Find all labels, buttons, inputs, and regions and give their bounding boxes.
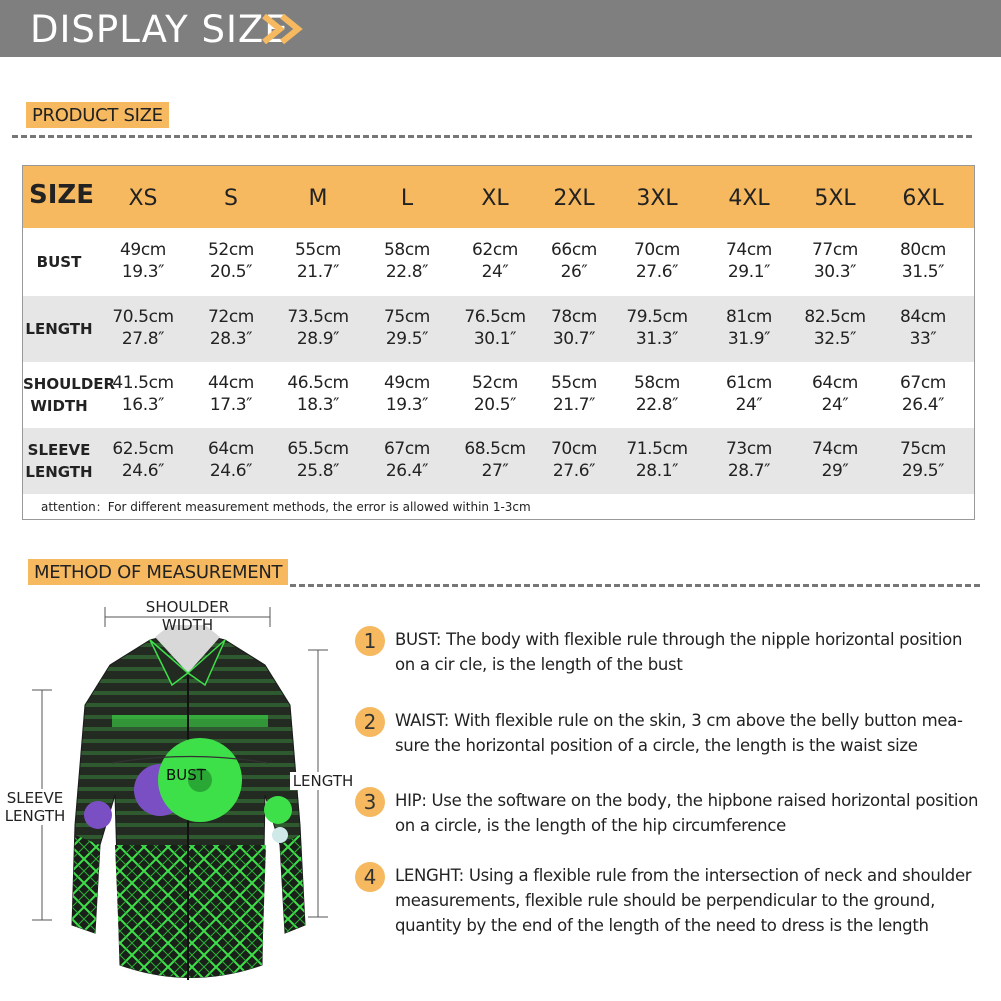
table-cell — [795, 438, 875, 482]
step-text-line: BUST: The body with flexible rule through the nipple horizontal position — [395, 630, 963, 649]
table-cell — [103, 239, 183, 283]
step-text-line: measurements, flexible rule should be perpendicular to the ground, — [395, 891, 936, 910]
size-header-m: M — [308, 186, 328, 211]
row-label-line: SHOULDER — [23, 375, 116, 393]
table-cell — [534, 372, 614, 416]
value-cm: 62.5cm — [112, 439, 174, 459]
table-cell — [883, 372, 963, 416]
step-text-line: on a circle, is the length of the hip circumference — [395, 816, 786, 835]
value-inch: 27.6″ — [552, 461, 596, 481]
value-inch: 28.7″ — [727, 461, 771, 481]
value-cm: 49cm — [120, 240, 166, 260]
value-inch: 31.5″ — [901, 262, 945, 282]
table-cell — [455, 239, 535, 283]
table-cell — [617, 306, 697, 350]
value-inch: 30.3″ — [813, 262, 857, 282]
value-inch: 24.6″ — [209, 461, 253, 481]
table-cell — [103, 372, 183, 416]
value-cm: 55cm — [295, 240, 341, 260]
value-cm: 74cm — [812, 439, 858, 459]
value-inch: 28.9″ — [296, 329, 340, 349]
value-cm: 78cm — [551, 307, 597, 327]
value-inch: 22.8″ — [635, 395, 679, 415]
row-label-line: LENGTH — [25, 463, 93, 481]
value-inch: 29.1″ — [727, 262, 771, 282]
value-cm: 81cm — [726, 307, 772, 327]
table-cell — [709, 438, 789, 482]
step-text-line: WAIST: With flexible rule on the skin, 3 cm above the belly button mea- — [395, 711, 963, 730]
step-number-badge: 2 — [355, 707, 385, 737]
value-cm: 82.5cm — [804, 307, 866, 327]
value-inch: 24″ — [735, 395, 763, 415]
value-inch: 26.4″ — [385, 461, 429, 481]
value-inch: 21.7″ — [552, 395, 596, 415]
value-cm: 70cm — [551, 439, 597, 459]
size-table — [22, 165, 975, 520]
table-row — [23, 229, 974, 295]
value-cm: 70cm — [634, 240, 680, 260]
value-cm: 74cm — [726, 240, 772, 260]
value-inch: 30.1″ — [473, 329, 517, 349]
value-inch: 24″ — [821, 395, 849, 415]
value-inch: 27.6″ — [635, 262, 679, 282]
table-cell — [617, 438, 697, 482]
table-row — [23, 428, 974, 494]
divider — [12, 135, 972, 138]
size-header-xl: XL — [481, 186, 509, 211]
shoulder-width-label: SHOULDER WIDTH — [145, 598, 230, 634]
value-cm: 79.5cm — [626, 307, 688, 327]
size-header-2xl: 2XL — [553, 186, 595, 211]
size-header-label: SIZE — [29, 180, 95, 210]
page-title: DISPLAY SIZE — [30, 8, 289, 51]
value-cm: 71.5cm — [626, 439, 688, 459]
value-inch: 30.7″ — [552, 329, 596, 349]
value-cm: 41.5cm — [112, 373, 174, 393]
row-label — [23, 318, 95, 340]
step-text — [395, 863, 995, 938]
value-cm: 44cm — [208, 373, 254, 393]
table-cell — [534, 438, 614, 482]
value-inch: 31.3″ — [635, 329, 679, 349]
value-cm: 52cm — [472, 373, 518, 393]
table-cell — [191, 438, 271, 482]
value-inch: 28.1″ — [635, 461, 679, 481]
size-header-l: L — [400, 186, 414, 211]
value-inch: 16.3″ — [121, 395, 165, 415]
value-cm: 67cm — [384, 439, 430, 459]
value-cm: 75cm — [900, 439, 946, 459]
value-inch: 29.5″ — [385, 329, 429, 349]
table-cell — [795, 372, 875, 416]
table-cell — [367, 438, 447, 482]
table-cell — [278, 239, 358, 283]
value-inch: 27.8″ — [121, 329, 165, 349]
value-inch: 20.5″ — [473, 395, 517, 415]
table-cell — [534, 306, 614, 350]
size-header-6xl: 6XL — [902, 186, 944, 211]
table-cell — [191, 239, 271, 283]
row-label-line: BUST — [36, 253, 82, 271]
size-header-3xl: 3XL — [636, 186, 678, 211]
value-cm: 49cm — [384, 373, 430, 393]
value-inch: 24″ — [481, 262, 509, 282]
table-cell — [367, 306, 447, 350]
table-row — [23, 362, 974, 428]
table-cell — [455, 438, 535, 482]
value-cm: 75cm — [384, 307, 430, 327]
table-cell — [883, 306, 963, 350]
step-text — [395, 627, 995, 677]
page-header — [0, 0, 1001, 57]
table-cell — [191, 306, 271, 350]
row-label-line: SLEEVE — [27, 441, 91, 459]
row-label — [23, 439, 95, 483]
value-cm: 80cm — [900, 240, 946, 260]
value-cm: 64cm — [208, 439, 254, 459]
value-inch: 19.3″ — [121, 262, 165, 282]
value-inch: 22.8″ — [385, 262, 429, 282]
value-inch: 31.9″ — [727, 329, 771, 349]
table-cell — [617, 239, 697, 283]
value-cm: 46.5cm — [287, 373, 349, 393]
value-cm: 73.5cm — [287, 307, 349, 327]
table-cell — [709, 239, 789, 283]
row-label-line: WIDTH — [30, 397, 88, 415]
value-cm: 61cm — [726, 373, 772, 393]
value-inch: 25.8″ — [296, 461, 340, 481]
divider — [290, 584, 980, 587]
table-cell — [103, 306, 183, 350]
double-chevron-right-icon — [262, 14, 308, 44]
step-text — [395, 708, 995, 758]
size-header-4xl: 4XL — [728, 186, 770, 211]
bust-label: BUST — [166, 766, 206, 784]
table-cell — [455, 306, 535, 350]
attention-note: attention：For different measurement methods, the error is allowed within 1-3cm — [41, 500, 531, 514]
table-cell — [534, 239, 614, 283]
value-inch: 29″ — [821, 461, 849, 481]
product-size-tag: PRODUCT SIZE — [26, 102, 169, 128]
table-cell — [191, 372, 271, 416]
row-label — [23, 251, 95, 273]
step-text-line: LENGHT: Using a flexible rule from the intersection of neck and shoulder — [395, 866, 972, 885]
table-cell — [455, 372, 535, 416]
row-label — [23, 373, 116, 417]
value-cm: 66cm — [551, 240, 597, 260]
value-inch: 32.5″ — [813, 329, 857, 349]
table-cell — [709, 306, 789, 350]
value-cm: 62cm — [472, 240, 518, 260]
table-cell — [795, 306, 875, 350]
table-cell — [883, 239, 963, 283]
value-inch: 26″ — [560, 262, 588, 282]
value-cm: 52cm — [208, 240, 254, 260]
value-inch: 33″ — [909, 329, 937, 349]
value-cm: 70.5cm — [112, 307, 174, 327]
step-text-line: HIP: Use the software on the body, the hipbone raised horizontal position — [395, 791, 979, 810]
size-header-xs: XS — [128, 186, 158, 211]
value-cm: 73cm — [726, 439, 772, 459]
value-inch: 18.3″ — [296, 395, 340, 415]
value-cm: 65.5cm — [287, 439, 349, 459]
table-cell — [883, 438, 963, 482]
value-cm: 58cm — [384, 240, 430, 260]
table-cell — [367, 239, 447, 283]
value-cm: 68.5cm — [464, 439, 526, 459]
size-header-s: S — [224, 186, 238, 211]
value-cm: 55cm — [551, 373, 597, 393]
table-cell — [709, 372, 789, 416]
value-cm: 84cm — [900, 307, 946, 327]
value-inch: 24.6″ — [121, 461, 165, 481]
value-inch: 28.3″ — [209, 329, 253, 349]
value-cm: 64cm — [812, 373, 858, 393]
value-inch: 21.7″ — [296, 262, 340, 282]
table-row — [23, 296, 974, 362]
table-cell — [367, 372, 447, 416]
sleeve-length-label: SLEEVE LENGTH — [2, 789, 68, 825]
table-cell — [278, 306, 358, 350]
value-cm: 67cm — [900, 373, 946, 393]
value-inch: 29.5″ — [901, 461, 945, 481]
step-text — [395, 788, 995, 838]
table-cell — [278, 438, 358, 482]
value-inch: 19.3″ — [385, 395, 429, 415]
step-number-badge: 1 — [355, 626, 385, 656]
value-cm: 72cm — [208, 307, 254, 327]
length-label: LENGTH — [290, 772, 356, 790]
value-cm: 77cm — [812, 240, 858, 260]
table-cell — [103, 438, 183, 482]
step-number-badge: 4 — [355, 862, 385, 892]
size-header-5xl: 5XL — [814, 186, 856, 211]
row-label-line: LENGTH — [25, 320, 93, 338]
table-cell — [278, 372, 358, 416]
size-table-header — [23, 166, 974, 228]
step-number-badge: 3 — [355, 787, 385, 817]
value-cm: 58cm — [634, 373, 680, 393]
table-cell — [795, 239, 875, 283]
value-inch: 26.4″ — [901, 395, 945, 415]
value-inch: 17.3″ — [209, 395, 253, 415]
step-text-line: quantity by the end of the length of the need to dress is the length — [395, 916, 929, 935]
step-text-line: on a cir cle, is the length of the bust — [395, 655, 683, 674]
value-inch: 27″ — [481, 461, 509, 481]
value-cm: 76.5cm — [464, 307, 526, 327]
value-inch: 20.5″ — [209, 262, 253, 282]
table-cell — [617, 372, 697, 416]
step-text-line: sure the horizontal position of a circle, the length is the waist size — [395, 736, 918, 755]
method-tag: METHOD OF MEASUREMENT — [28, 559, 288, 585]
